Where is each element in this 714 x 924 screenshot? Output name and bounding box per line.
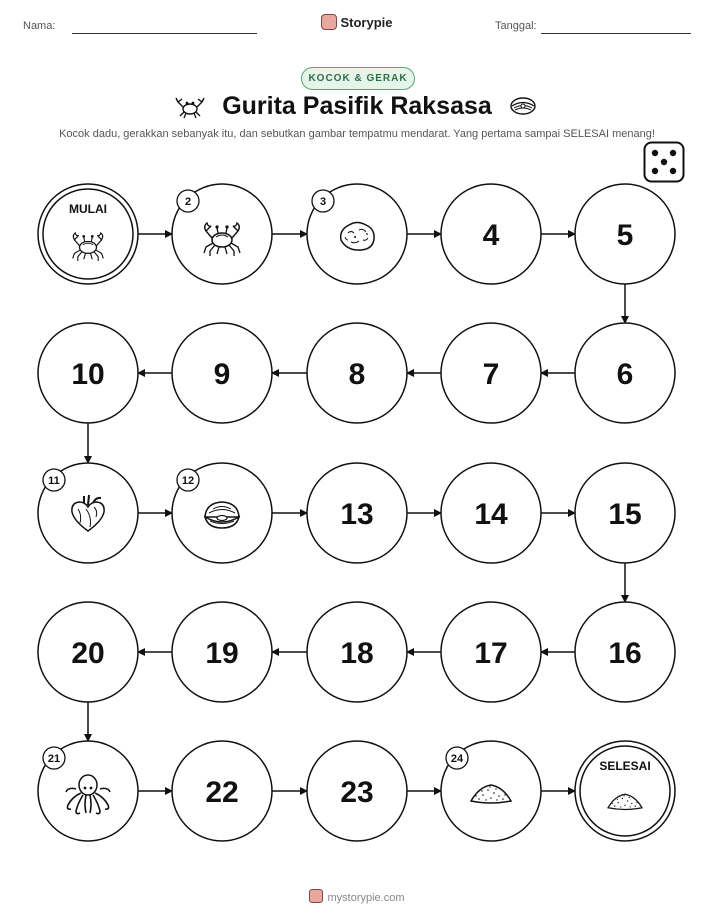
storypie-logo-icon xyxy=(309,889,323,903)
brand-name: Storypie xyxy=(340,15,393,30)
start-label: MULAI xyxy=(69,202,107,216)
category-badge: KOCOK & GERAK xyxy=(301,67,415,90)
board-space-11 xyxy=(38,463,138,563)
board-space-20 xyxy=(38,602,138,702)
space-number: 4 xyxy=(482,219,500,252)
name-label: Nama: xyxy=(23,20,56,32)
board-space-22 xyxy=(172,741,272,841)
date-label: Tanggal: xyxy=(495,20,537,32)
board-space-21 xyxy=(38,741,138,841)
space-circle xyxy=(575,741,675,841)
space-number-label: 24 xyxy=(450,753,464,765)
board-space-17 xyxy=(441,602,541,702)
clam-icon xyxy=(205,502,239,528)
board-space-7 xyxy=(441,323,541,423)
space-number-label: 11 xyxy=(48,475,60,487)
finish-space xyxy=(575,741,675,841)
space-number: 9 xyxy=(213,358,231,391)
space-number: 23 xyxy=(340,776,374,809)
space-number-label: 3 xyxy=(319,196,327,208)
finish-label: SELESAI xyxy=(599,759,651,773)
space-number: 20 xyxy=(71,637,105,670)
board-space-23 xyxy=(307,741,407,841)
board-space-15 xyxy=(575,463,675,563)
space-number-label: 2 xyxy=(184,196,192,208)
space-number: 18 xyxy=(340,637,374,670)
space-number: 14 xyxy=(474,498,508,531)
instructions: Kocok dadu, gerakkan sebanyak itu, dan sebutkan gambar tempatmu mendarat. Yang pertama sampai SELESAI menang! xyxy=(59,128,655,140)
space-number-label: 21 xyxy=(47,753,61,765)
space-number: 22 xyxy=(205,776,239,809)
space-number: 19 xyxy=(205,637,239,670)
page-title: Gurita Pasifik Raksasa xyxy=(222,92,492,120)
space-number: 6 xyxy=(616,358,634,391)
space-number: 5 xyxy=(616,219,634,252)
board-space-3 xyxy=(307,184,407,284)
board-space-18 xyxy=(307,602,407,702)
board-space-4 xyxy=(441,184,541,284)
footer xyxy=(0,889,714,904)
board-space-6 xyxy=(575,323,675,423)
rock-icon xyxy=(341,223,374,251)
board-space-16 xyxy=(575,602,675,702)
board-space-19 xyxy=(172,602,272,702)
board-space-9 xyxy=(172,323,272,423)
space-number: 17 xyxy=(474,637,508,670)
space-number-label: 12 xyxy=(181,475,195,487)
board-space-2 xyxy=(172,184,272,284)
space-circle xyxy=(38,184,138,284)
board-space-12 xyxy=(172,463,272,563)
space-number: 16 xyxy=(608,637,642,670)
board-space-24 xyxy=(441,741,541,841)
footer-url: mystorypie.com xyxy=(327,892,405,904)
space-number: 15 xyxy=(608,498,642,531)
board-space-13 xyxy=(307,463,407,563)
space-number: 7 xyxy=(482,358,500,391)
board-space-10 xyxy=(38,323,138,423)
board-space-14 xyxy=(441,463,541,563)
space-number: 8 xyxy=(348,358,366,391)
space-number: 13 xyxy=(340,498,374,531)
start-space xyxy=(38,184,138,284)
board-space-8 xyxy=(307,323,407,423)
space-number: 10 xyxy=(71,358,105,391)
board-space-5 xyxy=(575,184,675,284)
